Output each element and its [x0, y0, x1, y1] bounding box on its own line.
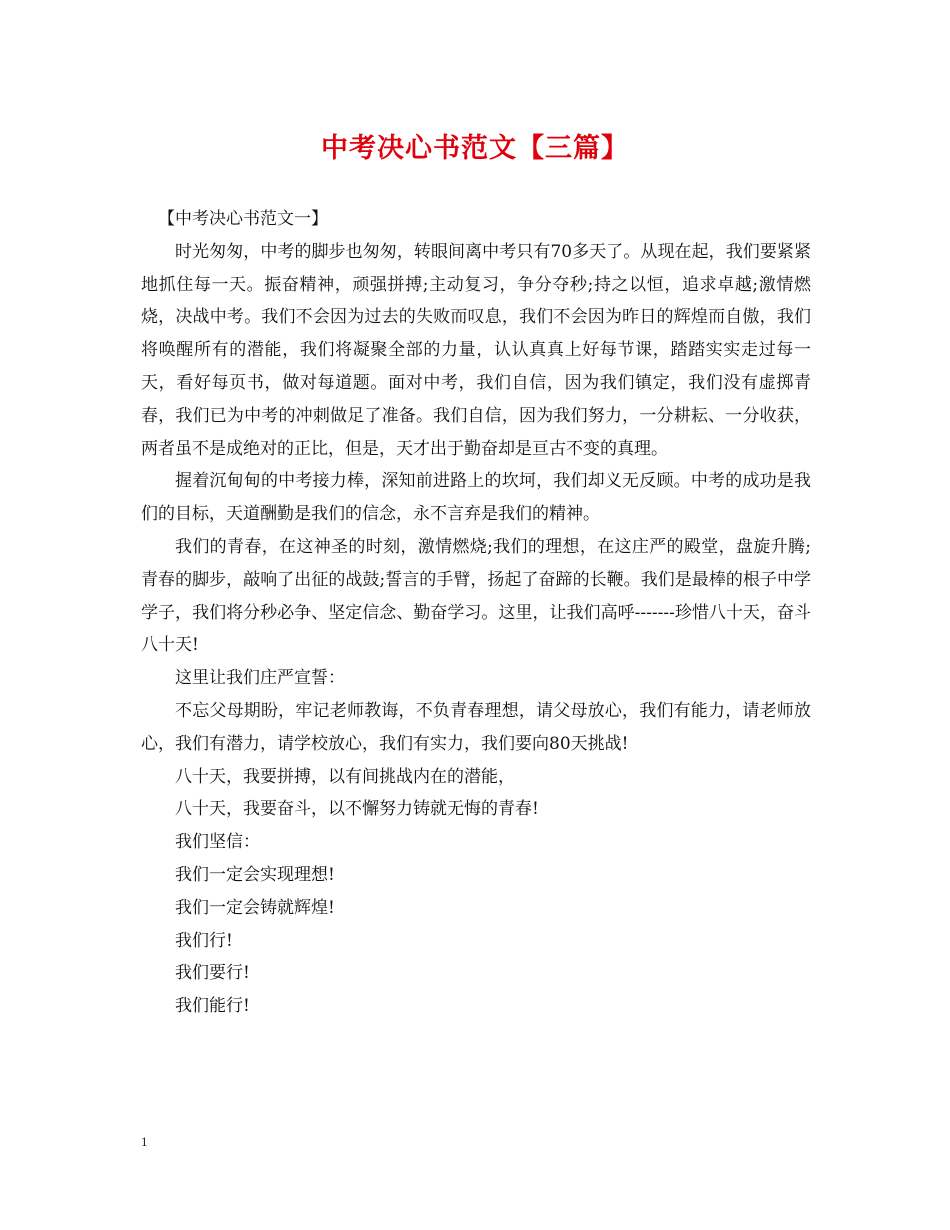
paragraph: 我们要行! [175, 963, 250, 984]
paragraph: 这里让我们庄严宣誓： [175, 668, 345, 689]
page-number: 1 [141, 1134, 148, 1149]
paragraph: 八十天，我要拼搏，以有间挑战内在的潜能， [175, 766, 515, 787]
paragraph: 不忘父母期盼，牢记老师教诲，不负青春理想，请父母放心，我们有能力，请老师放心，我们有潜力，请学校放心，我们有实力，我们要向80天挑战! [141, 700, 811, 754]
paragraph: 握着沉甸甸的中考接力棒，深知前进路上的坎坷，我们却义无反顾。中考的成功是我们的目标，天道酬勤是我们的信念，永不言弃是我们的精神。 [141, 471, 811, 525]
paragraph: 我们一定会实现理想! [175, 864, 335, 885]
paragraph: 我们一定会铸就辉煌! [175, 897, 335, 918]
paragraph: 时光匆匆，中考的脚步也匆匆，转眼间离中考只有70多天了。从现在起，我们要紧紧地抓住每一天。振奋精神，顽强拼搏;主动复习，争分夺秒;持之以恒，追求卓越;激情燃烧，决战中考。我们不会因为过去的失败而叹息，我们不会因为昨日的辉煌而自傲，我们将唤醒所有的潜能，我们将凝聚全部的力量，认认真真上好每节课，踏踏实实走过每一天，看好每页书，做对每道题。面对中考，我们自信，因为我们镇定，我们没有虚掷青春，我们已为中考的冲刺做足了准备。我们自信，因为我们努力，一分耕耘、一分收获，两者虽不是成绝对的正比，但是，天才出于勤奋却是亘古不变的真理。 [141, 241, 811, 459]
document-body [141, 203, 811, 1023]
document-title: 中考决心书范文【三篇】 [321, 133, 629, 164]
paragraph: 我们坚信： [175, 832, 260, 853]
paragraph: 我们的青春，在这神圣的时刻，激情燃烧;我们的理想，在这庄严的殿堂，盘旋升腾;青春的脚步，敲响了出征的战鼓;誓言的手臂，扬起了奋蹄的长鞭。我们是最棒的根子中学学子，我们将分秒必争、坚定信念、勤奋学习。这里，让我们高呼-------珍惜八十天，奋斗八十天! [141, 536, 811, 656]
paragraph: 八十天，我要奋斗，以不懈努力铸就无悔的青春! [175, 799, 539, 820]
paragraph: 我们能行! [175, 996, 250, 1017]
section-heading: 【中考决心书范文一】 [158, 209, 328, 229]
paragraph: 我们行! [175, 930, 233, 951]
